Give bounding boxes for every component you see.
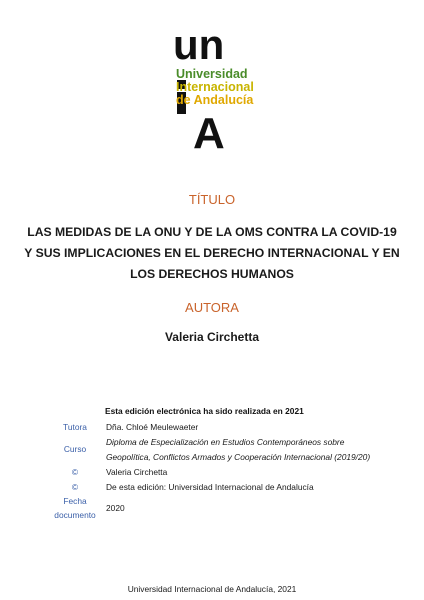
document-title [20, 222, 404, 285]
document-title-line3: LOS DERECHOS HUMANOS [130, 267, 294, 281]
tutora-value: Dña. Chloé Meulewaeter [106, 422, 199, 432]
copyright-author-value: Valeria Circhetta [106, 467, 168, 477]
title-label: TÍTULO [188, 192, 236, 207]
author-label: AUTORA [185, 300, 239, 315]
document-title-line1: LAS MEDIDAS DE LA ONU Y DE LA OMS CONTRA LA COVID-19 [27, 225, 397, 239]
logo-name-line3: de Andalucía [176, 93, 254, 107]
tutora-label: Tutora [63, 422, 87, 432]
curso-value-line1: Diploma de Especialización en Estudios Contemporáneos sobre [106, 437, 345, 447]
copyright-edition-label: © [71, 482, 79, 492]
copyright-edition-value: De esta edición: Universidad Internacional de Andalucía [106, 482, 314, 492]
fecha-value: 2020 [106, 503, 125, 513]
edition-heading: Esta edición electrónica ha sido realizada en 2021 [105, 406, 304, 416]
document-title-line2: Y SUS IMPLICACIONES EN EL DERECHO INTERNACIONAL Y EN [24, 246, 400, 260]
logo-letters-un: un [173, 21, 225, 68]
footer-text: Universidad Internacional de Andalucía, 2021 [127, 584, 297, 594]
curso-label: Curso [63, 444, 87, 454]
copyright-author-label: © [71, 467, 79, 477]
logo-name-line2: Internacional [176, 80, 254, 94]
logo-name-line1: Universidad [176, 67, 248, 81]
author-name: Valeria Circhetta [164, 330, 260, 344]
fecha-label-line2: documento [54, 510, 96, 520]
fecha-label-line1: Fecha [63, 496, 87, 506]
logo-letter-a: A [193, 109, 225, 158]
curso-value-line2: Geopolítica, Conflictos Armados y Cooperación Internacional (2019/20) [106, 452, 371, 462]
unia-logo [172, 21, 282, 158]
